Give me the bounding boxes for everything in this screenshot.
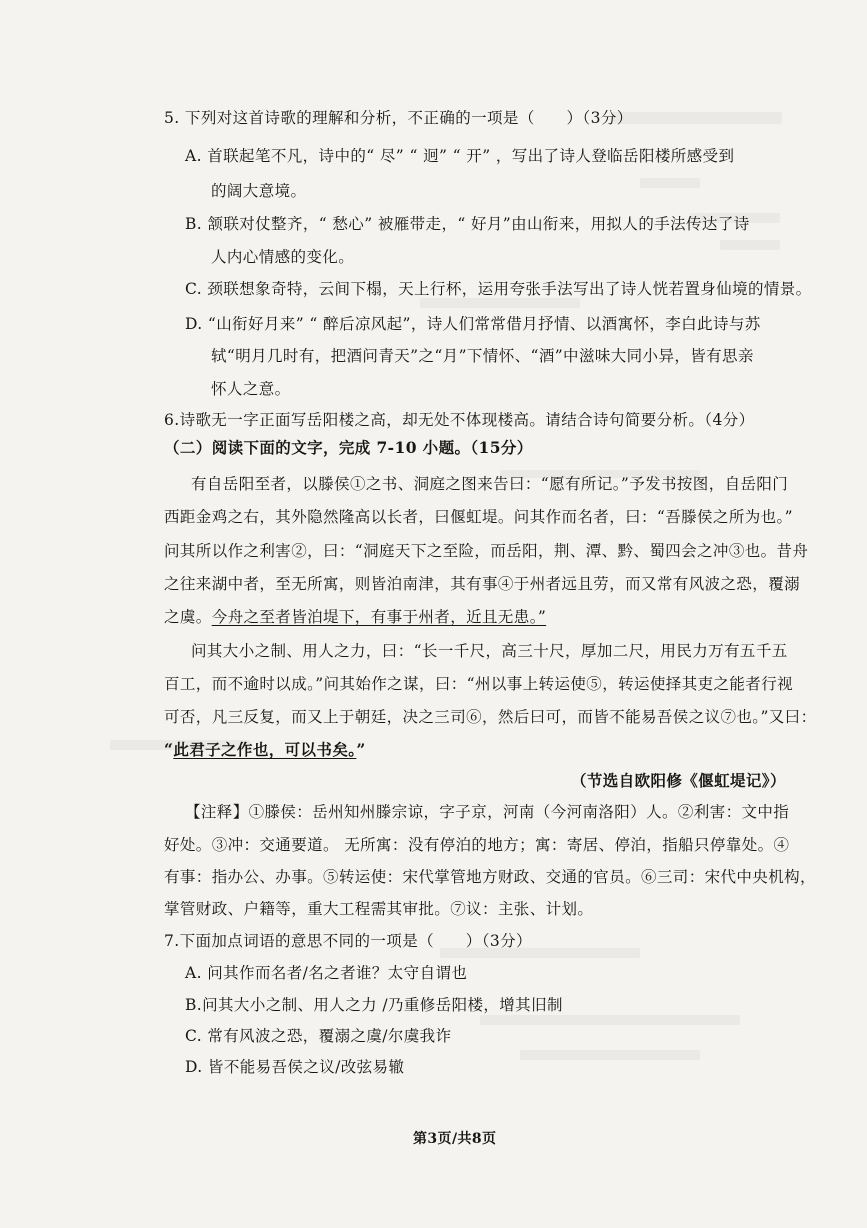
bleed-through [720, 240, 780, 250]
passage-line [164, 606, 546, 628]
page-number: 第3页/共8页 [413, 1131, 497, 1147]
annotation-line: 有事：指办公、办事。⑤转运使：宋代掌管地方财政、交通的官员。⑥三司：宋代中央机构， [164, 868, 816, 886]
passage-line: 可否，凡三反复，而又上于朝廷，决之三司⑥，然后曰可，而皆不能易吾侯之议⑦也。”又曰： [164, 708, 817, 726]
passage-line: 西距金鸡之右，其外隐然隆高以长者，曰偃虹堤。问其作而名者，曰：“吾滕侯之所为也。” [164, 508, 794, 526]
question-5-stem: 5. 下列对这首诗歌的理解和分析，不正确的一项是（ ）（3分） [164, 109, 633, 127]
question-5-option-b: B. 颔联对仗整齐，“ 愁心” 被雁带走，“ 好月”由山衔来，用拟人的手法传达了诗 [185, 215, 750, 233]
question-5-option-d: D. “山衔好月来” “ 醉后凉风起”，诗人们常常借月抒情、以酒寓怀，李白此诗与苏 [185, 315, 761, 333]
bleed-through [612, 112, 782, 124]
annotation-line: 【注释】①滕侯：岳州知州滕宗谅，字子京，河南（今河南洛阳）人。②利害：文中指 [185, 803, 790, 821]
question-5-option-d-cont: 轼“明月几时有，把酒问青天”之“月”下情怀、“酒”中滋味大同小异，皆有思亲 [211, 347, 754, 365]
quote-open: “ [164, 740, 174, 759]
question-7-stem: 7.下面加点词语的意思不同的一项是（ ）（3分） [164, 932, 532, 950]
question-5-option-c: C. 颈联想象奇特，云间下榻，天上行杯，运用夸张手法写出了诗人恍若置身仙境的情景。 [185, 280, 812, 298]
passage-line: 百工，而不逾时以成。”问其始作之谋，曰：“州以事上转运使⑤，转运使择其吏之能者行视 [164, 675, 794, 693]
annotation-line: 好处。③冲：交通要道。 无所寓：没有停泊的地方；寓：寄居、停泊，指船只停靠处。④ [164, 836, 790, 854]
question-5-option-a: A. 首联起笔不凡，诗中的“ 尽” “ 迥” “ 开” ，写出了诗人登临岳阳楼所感受到 [185, 147, 735, 165]
question-5-option-a-cont: 的阔大意境。 [211, 182, 307, 200]
passage-text: 之虞。 [164, 608, 212, 626]
passage-line: 有自岳阳至者，以滕侯①之书、洞庭之图来告曰：“愿有所记。”予发书按图，自岳阳门 [191, 475, 789, 493]
question-5-option-b-cont: 人内心情感的变化。 [211, 248, 355, 266]
question-5-option-d-cont: 怀人之意。 [211, 380, 291, 398]
passage-line: 问其所以作之利害②，曰：“洞庭天下之至险，而岳阳，荆、潭、黔、蜀四会之冲③也。昔舟 [164, 542, 809, 560]
annotation-line: 掌管财政、户籍等，重大工程需其审批。⑦议：主张、计划。 [164, 900, 594, 918]
passage-source: （节选自欧阳修《偃虹堤记》） [571, 771, 786, 790]
question-6-stem: 6.诗歌无一字正面写岳阳楼之高，却无处不体现楼高。请结合诗句简要分析。（4分） [164, 411, 755, 429]
bleed-through [520, 1050, 700, 1060]
quote-close: ” [356, 740, 366, 759]
passage-line: 之往来湖中者，至无所寓，则皆泊南津，其有事④于州者远且劳，而又常有风波之恐，覆溺 [164, 575, 801, 593]
bleed-through [480, 1015, 740, 1025]
passage-line [164, 739, 366, 761]
passage-underlined-sentence: 此君子之作也，可以书矣。 [173, 740, 357, 759]
bleed-through [640, 178, 700, 188]
question-7-option-b: B.问其大小之制、用人之力 /乃重修岳阳楼，增其旧制 [185, 996, 563, 1014]
question-7-option-c: C. 常有风波之恐，覆溺之虞/尔虞我诈 [185, 1027, 452, 1045]
question-7-option-a: A. 问其作而名者/名之者谁？太守自谓也 [185, 964, 468, 982]
passage-line: 问其大小之制、用人之力，曰：“长一千尺，高三十尺，厚加二尺，用民力万有五千五 [191, 642, 788, 660]
question-7-option-d: D. 皆不能易吾侯之议/改弦易辙 [185, 1058, 405, 1076]
section-2-heading: （二）阅读下面的文字，完成 7-10 小题。（15分） [164, 438, 533, 457]
passage-underlined-sentence: 今舟之至者皆泊堤下，有事于州者，近且无患。” [211, 608, 547, 626]
